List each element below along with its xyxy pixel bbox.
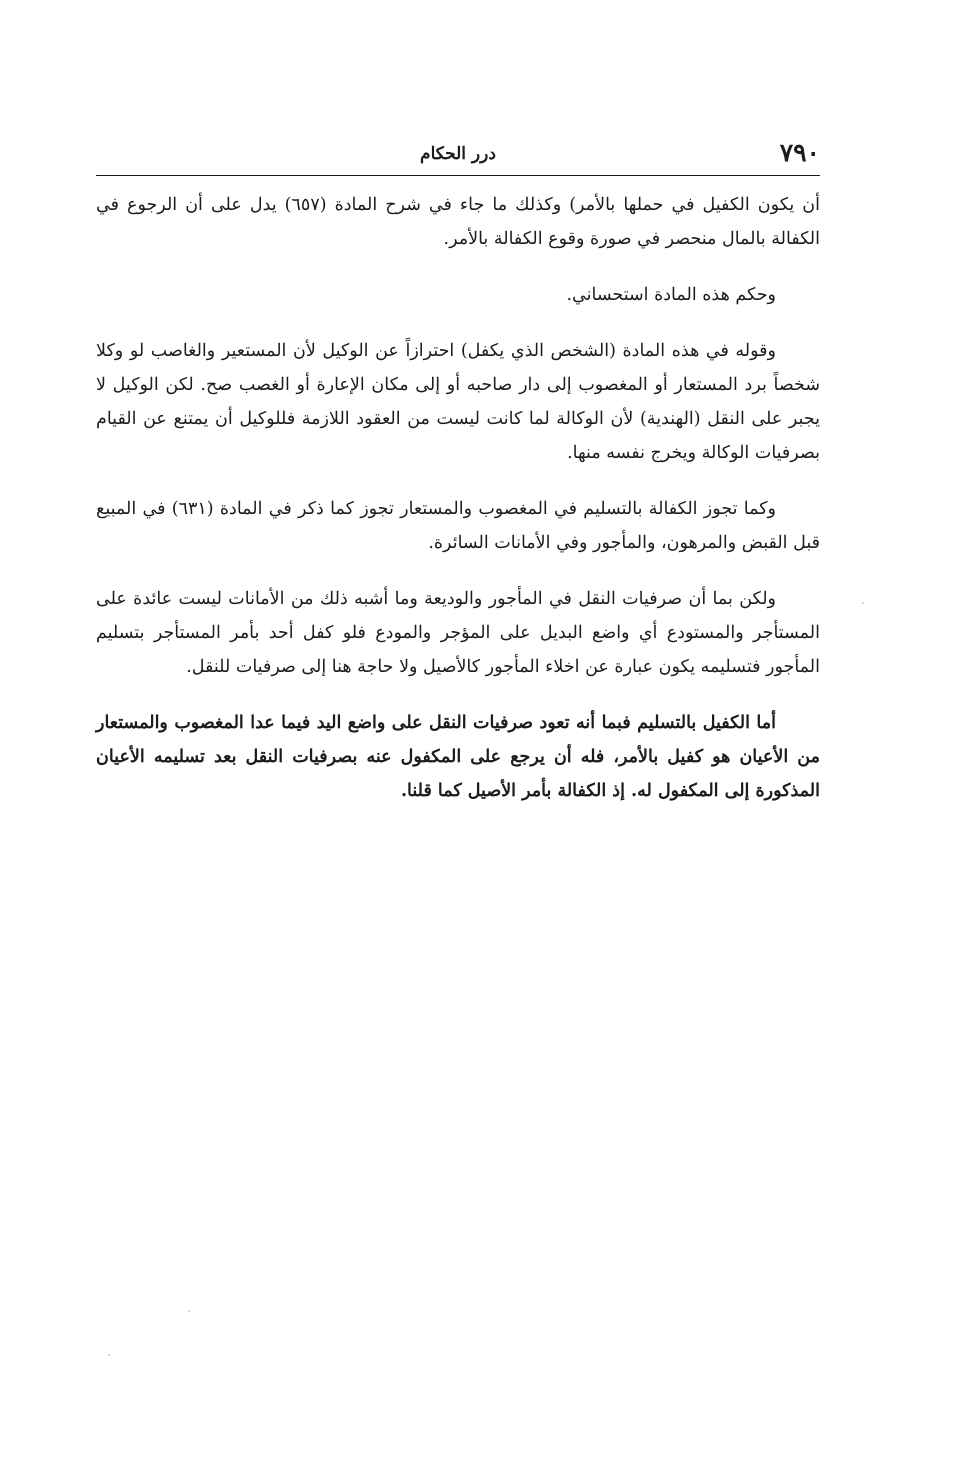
running-header: [96, 136, 820, 172]
paragraph-agent-exception: وقوله في هذه المادة (الشخص الذي يكفل) احترازاً عن الوكيل لأن المستعير والغاصب لو وكلا شخصاً برد المستعار أو المغصوب إلى دار صاحبه أو إلى مكان الإعارة أو الغصب صح. لكن الوكيل لا يجبر على النقل (الهندية) لأن الوكالة لما كانت ليست من العقود اللازمة فللوكيل أن يمتنع عن القيام بصرفيات الوكالة ويخرج نفسه منها.: [96, 341, 820, 463]
paragraph-surety-delivery: وكما تجوز الكفالة بالتسليم في المغصوب والمستعار تجوز كما ذكر في المادة (٦٣١) في المبيع قبل القبض والمرهون، والمأجور وفي الأمانات السائرة.: [96, 499, 820, 553]
header-divider: [96, 175, 820, 176]
page-content: [96, 136, 820, 830]
paragraph-surety-recourse: أما الكفيل بالتسليم فبما أنه تعود صرفيات النقل على واضع اليد فيما عدا المغصوب والمستعار من الأعيان هو كفيل بالأمر، فله أن يرجع على المكفول عنه بصرفيات النقل بعد تسليمه الأعيان المذكورة إلى المكفول له. إذ الكفالة بأمر الأصيل كما قلنا.: [96, 713, 820, 801]
scan-speck: [188, 1310, 190, 1312]
scan-speck: [108, 1354, 110, 1356]
text-body: [96, 188, 820, 808]
book-title: درر الحكام: [420, 144, 496, 164]
paragraph-continuation: أن يكون الكفيل في حملها بالأمر) وكذلك ما جاء في شرح المادة (٦٥٧) يدل على أن الرجوع في الكفالة بالمال منحصر في صورة وقوع الكفالة بالأمر.: [96, 195, 820, 249]
scan-speck: [862, 602, 864, 604]
paragraph-transport-costs: ولكن بما أن صرفيات النقل في المأجور والوديعة وما أشبه ذلك من الأمانات ليست عائدة على المستأجر والمستودع أي واضع البديل على المؤجر والمودع فلو كفل أحد بأمر المستأجر بتسليم المأجور فتسليمه يكون عبارة عن اخلاء المأجور كالأصيل ولا حاجة هنا إلى صرفيات للنقل.: [96, 589, 820, 677]
page-number: ٧٩٠: [779, 138, 820, 167]
paragraph-ruling: وحكم هذه المادة استحساني.: [566, 285, 776, 305]
